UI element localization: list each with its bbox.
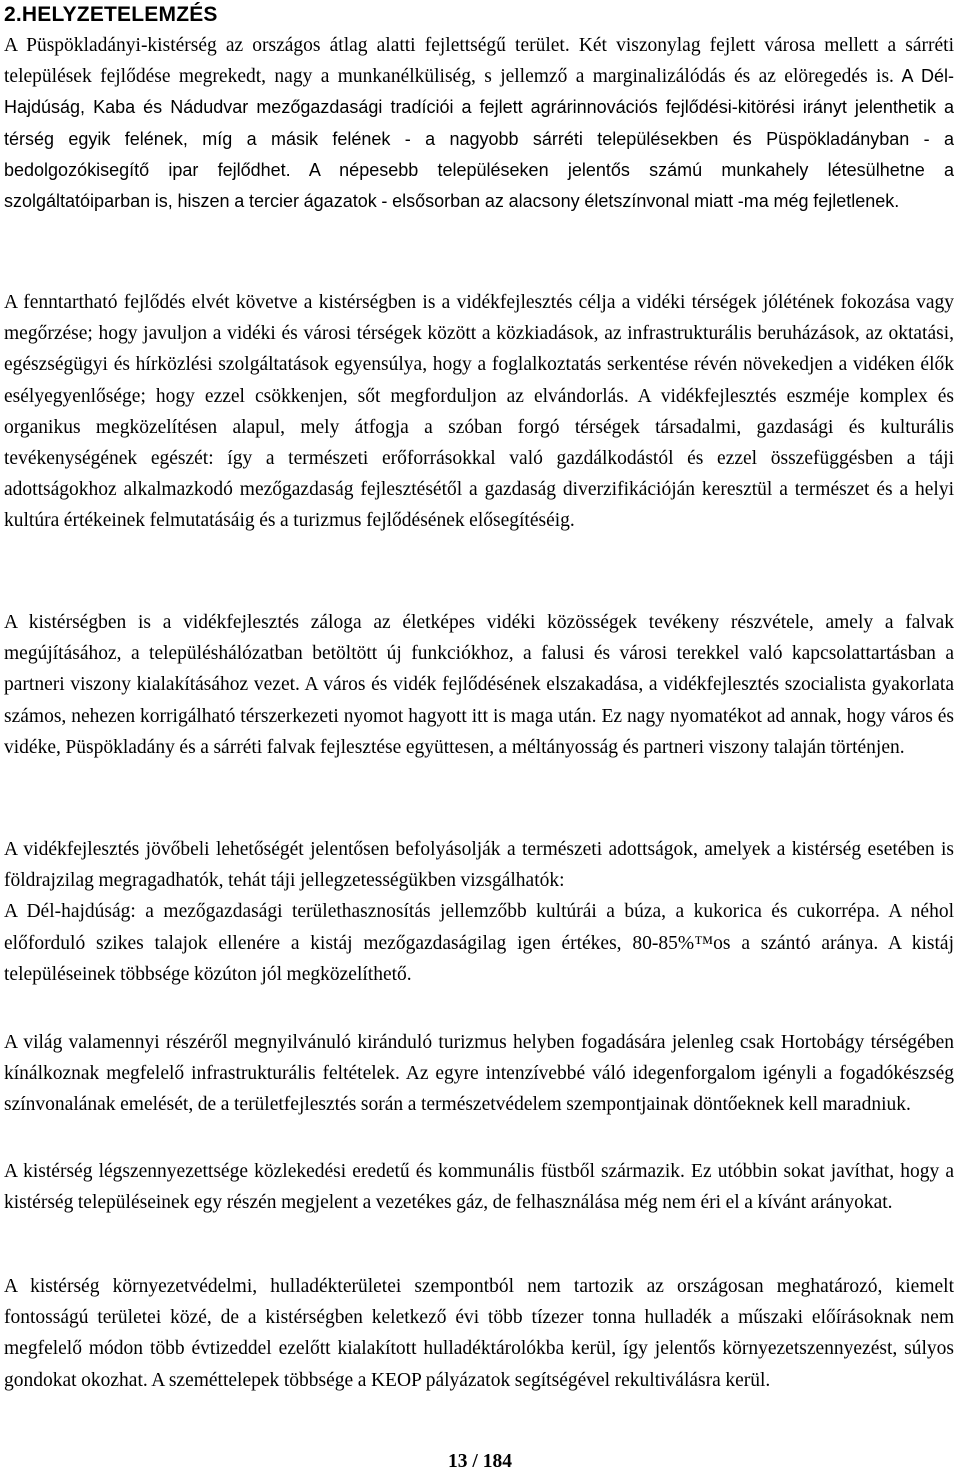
paragraph-situation-sans: A Dél-Hajdúság, Kaba és Nádudvar mezőgazdasági tradíciói a fejlett agrárinnovációs fejlődési-kitörési irányt jelenthetik a térség egyik felének, míg a másik felének - a nagyobb sárréti településekben és Püspökladányban - a bedolgozókisegítő ipar fejlődhet. A népesebb településeken jelentős számú munkahely létesülhetne a szolgáltatóiparban is, hiszen a tercier ágazatok - elsősorban az alacsony életszínvonal miatt -ma még fejletlenek. xyxy=(4,66,954,212)
paragraph-waste-management-text: A kistérség környezetvédelmi, hulladékterületei szempontból nem tartozik az országosan meghatározó, kiemelt fontosságú területei közé, de a kistérségben keletkező évi több tízezer tonna hulladék a műszaki előírásoknak nem megfelelő módon több évtizeddel ezelőtt kialakított hulladéktárolókba kerül, így jelentős környezetszennyezést, súlyos gondokat okozhat. A szeméttelepek többsége a KEOP pályázatok segítségével rekultiválásra kerül. xyxy=(4,1276,954,1391)
paragraph-situation xyxy=(4,30,954,217)
page-number: 13 / 184 xyxy=(448,1451,512,1472)
paragraph-rural-communities-text: A kistérségben is a vidékfejlesztés záloga az életképes vidéki közösségek tevékeny részvétele, amely a falvak megújításához, a településhálózatban betöltött új funkciókhoz, a falusi és városi terekkel való kapcsolattartásban a partneri viszony kialakításához vezet. A város és vidék fejlődésének elszakadása, a vidékfejlesztés szocialista gyakorlata számos, nehezen korrigálható térszerkezeti nyomot hagyott itt is maga után. Ez nagy nyomatékot ad annak, hogy város és vidéke, Püspökladány és a sárréti falvak fejlesztése együttesen, a méltányosság és partneri viszony talaján történjen. xyxy=(4,612,954,758)
paragraph-situation-serif: A Püspökladányi-kistérség az országos átlag alatti fejlettségű terület. Két viszonylag fejlett városa mellett a sárréti települések fejlődése megrekedt, nagy a munkanélküliség, s jellemző a marginalizálódás és az elöregedés is. xyxy=(4,35,954,88)
paragraph-sustainable-development xyxy=(4,287,954,537)
paragraph-air-pollution xyxy=(4,1156,954,1218)
paragraph-natural-conditions xyxy=(4,834,954,990)
paragraph-rural-communities xyxy=(4,607,954,763)
paragraph-air-pollution-text: A kistérség légszennyezettsége közlekedési eredetű és kommunális füstből származik. Ez utóbbin sokat javíthat, hogy a kistérség településeinek egy részén megjelent a vezetékes gáz, de felhasználása még nem éri el a kívánt arányokat. xyxy=(4,1161,954,1214)
paragraph-sustainable-development-text: A fenntartható fejlődés elvét követve a kistérségben is a vidékfejlesztés célja a vidéki térségek jólétének fokozása vagy megőrzése; hogy javuljon a vidéki és városi térségek között a közkiadások, az infrastrukturális beruházások, az oktatási, egészségügyi és hírközlési szolgáltatások egyensúlya, hogy a foglalkoztatás serkentése révén növekedjen a vidéken élők esélyegyenlősége; hogy ezzel csökkenjen, sőt megforduljon az elvándorlás. A vidékfejlesztés eszméje komplex és organikus megközelítésen alapul, mely átfogja a szóban forgó térségek társadalmi, gazdasági és kulturális tevékenységének egészét: így a természeti erőforrásokkal való gazdálkodástól és ezzel összefüggésben a táji adottságokhoz alkalmazkodó mezőgazdaság fejlesztésétől a gazdaság diverzifikációján keresztül a természet és a helyi kultúra értékeinek felmutatásáig és a turizmus fejlődésének elősegítéséig. xyxy=(4,292,954,532)
paragraph-waste-management xyxy=(4,1271,954,1396)
paragraph-natural-conditions-text: A vidékfejlesztés jövőbeli lehetőségét jelentősen befolyásolják a természeti adottságok, amelyek a kistérség esetében is földrajzilag megragadhatók, tehát táji jellegzetességükben vizsgálhatók: A Dél-hajdúság: a mezőgazdasági területhasznosítás jellemzőbb kultúrái a búza, a kukorica és cukorrépa. A néhol előforduló szikes talajok ellenére a kistáj mezőgazdaságilag igen értékes, 80-85%™os a szántó aránya. A kistáj településeinek többsége közúton jól megközelíthető. xyxy=(4,839,954,985)
section-heading: 2.HELYZETELEMZÉS xyxy=(4,3,218,26)
paragraph-tourism xyxy=(4,1027,954,1121)
paragraph-tourism-text: A világ valamennyi részéről megnyilvánuló kiránduló turizmus helyben fogadására jelenleg csak Hortobágy térségében kínálkoznak megfelelő infrastrukturális feltételek. Az egyre intenzívebbé váló idegenforgalom igényli a fogadókészség színvonalának emelését, de a területfejlesztés során a természetvédelem szempontjainak döntőeknek kell maradniuk. xyxy=(4,1032,954,1116)
